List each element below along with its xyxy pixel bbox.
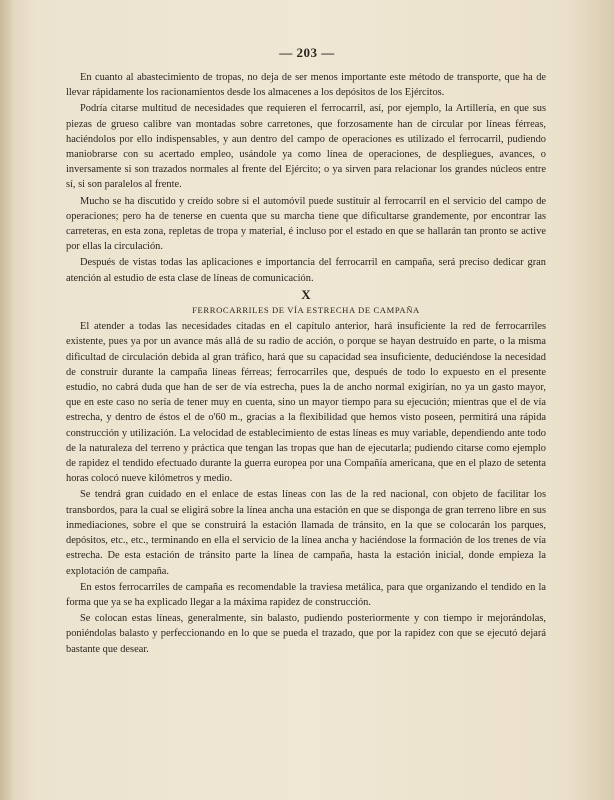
paragraph: En cuanto al abastecimiento de tropas, no deja de ser menos importante este método de transporte, que ha de llevar rápidamente los racionamientos desde los almacenes a los depósitos de los Ejércitos.	[66, 72, 546, 99]
paragraph: En estos ferrocarriles de campaña es recomendable la traviesa metálica, para que organizando el tendido en la forma que ya se ha explicado llegar a la máxima rapidez de construcción.	[66, 581, 546, 608]
paragraph: Después de vistas todas las aplicaciones e importancia del ferrocarril en campaña, será preciso dedicar gran atención al estudio de esta clase de líneas de comunicación.	[66, 257, 546, 284]
page-body	[66, 70, 546, 658]
section-title: FERROCARRILES DE VÍA ESTRECHA DE CAMPAÑA	[192, 305, 420, 316]
paragraph: Se colocan estas líneas, generalmente, sin balasto, pudiendo posteriormente y con tiempo ir mejorándolas, poniéndolas balasto y perfeccionando en lo que se pueda el trazado, que por la rapidez con que se ejecutó dejará bastante que desear.	[66, 613, 546, 655]
paragraph: El atender a todas las necesidades citadas en el capítulo anterior, hará insuficiente la red de ferrocarriles existente, pues ya por un avance más allá de su radio de acción, o porque se hayan destruído en parte, o la misma dificultad de circulación debida al gran tráfico, hará que su capacidad sea insuficiente, deduciéndose la necesidad de construir durante la campaña líneas férreas; ferrocarriles que, después de todo lo expuesto en el presente estudio, no cabrá duda que han de ser de vía estrecha, pues la de ancho normal exigirían, no ya un gasto mayor, que en este caso no sería de tener muy en cuenta, sino un mayor tiempo para su ejecución; mientras que el de vía estrecha, y dentro de éstos el de o'60 m., gracias a la flexibilidad que hemos visto poseen, permitirá una rápida construcción y utilización. La velocidad de establecimiento de estas líneas es muy variable, dependiendo ante todo de la naturaleza del terreno y práctica que tengan las tropas que han de ejecutarla; pudiendo citarse como ejemplo de rapidez el tendido efectuado durante la guerra europea por una Compañía americana, que en el plazo de setenta horas colocó nueve kilómetros y medio.	[66, 321, 546, 485]
paragraph: Se tendrá gran cuidado en el enlace de estas líneas con las de la red nacional, con objeto de facilitar los transbordos, para la cual se eligirá sobre la línea ancha una estación en que se disponga de gran terreno libre en sus inmediaciones, sobre el que se construirá la estación llamada de tránsito, en la que se colocarán los parques, depósitos, etc., etc., terminando en ella el servicio de la línea ancha y haciéndose la formación de los trenes de vía estrecha. De esta estación de tránsito parte la línea de campaña, hasta la estación inicial, donde empieza la explotación de campaña.	[66, 489, 546, 577]
section-number: X	[301, 286, 311, 302]
paragraph: Mucho se ha discutido y creído sobre si el automóvil puede sustituir al ferrocarril en el servicio del campo de operaciones; pero ha de tenerse en cuenta que su marcha tiene que dificultarse grandemente, por encontrar las carreteras, en esta zona, repletas de tropa y material, é incluso por el estado en que se hallarán tan pronto se active por ellas la circulación.	[66, 195, 546, 253]
paragraph: Podría citarse multitud de necesidades que requieren el ferrocarril, así, por ejemplo, la Artillería, en que sus piezas de grueso calibre van montadas sobre carretones, que forzosamente han de circular por líneas férreas, haciéndolos por ello indispensables, y aun dentro del campo de operaciones es utilizado el ferrocarril, pudiendo maniobrarse con su acertado empleo, usándole ya como línea de operaciones, de despliegues, avances, o inversamente si son trazados normales al frente del Ejército; o ya sirven para relacionar los grandes núcleos entre sí, si son paralelos al frente.	[66, 103, 546, 191]
page-number: — 203 —	[279, 45, 335, 60]
